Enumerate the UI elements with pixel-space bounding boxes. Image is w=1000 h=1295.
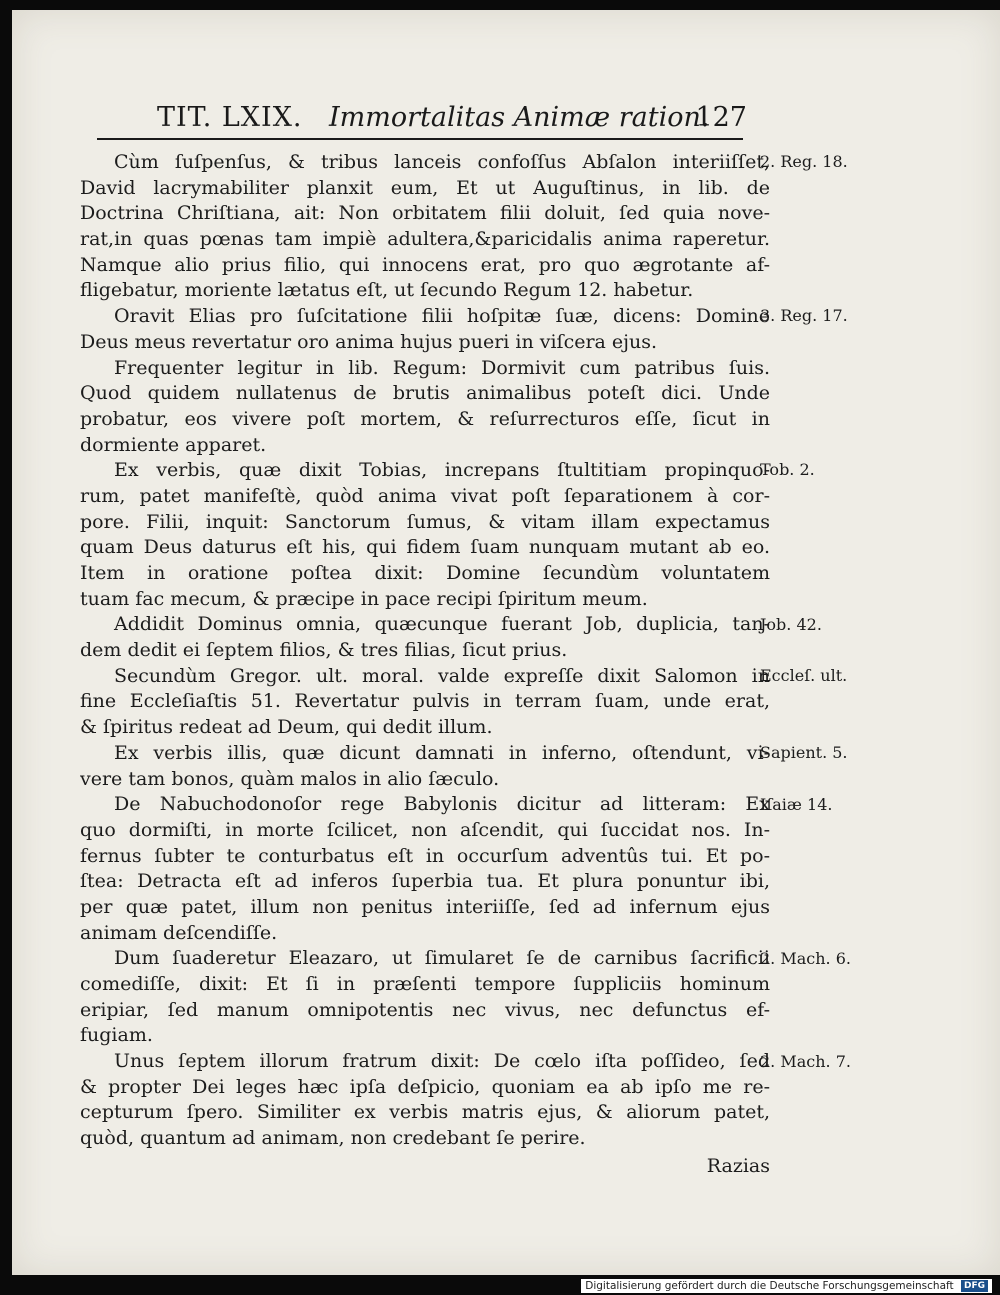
- header-rule: [97, 138, 743, 140]
- body-text: [80, 150, 770, 1180]
- margin-note: 2. Mach. 7.: [760, 1051, 851, 1071]
- text-line: fernus ſubter te conturbatus eſt in occurſum adventûs tui. Et po-: [80, 844, 770, 867]
- text-line: dem dedit ei ſeptem filios, & tres filias, ſicut prius.: [80, 639, 568, 662]
- margin-note: 2. Reg. 18.: [760, 152, 848, 171]
- margin-note: 3. Reg. 17.: [760, 306, 848, 326]
- text-line: fligebatur, moriente lætatus eſt, ut ſecundo Regum 12. habetur.: [80, 279, 694, 302]
- text-line: Oravit Elias pro ſuſcitatione filii hoſpitæ ſuæ, dicens: Domine: [114, 305, 770, 328]
- text-line: pore. Filii, inquit: Sanctorum ſumus, & vitam illam expectamus: [80, 510, 770, 533]
- margin-note: Sapient. 5.: [760, 743, 848, 763]
- running-head: [157, 102, 747, 136]
- chapter-title: TIT. LXIX.: [157, 102, 303, 133]
- text-line: Quod quidem nullatenus de brutis animalibus poteſt dici. Unde: [80, 382, 770, 405]
- text-line: Ex verbis, quæ dixit Tobias, increpans ſtultitiam propinquo-: [114, 459, 770, 482]
- text-line: Item in oratione poſtea dixit: Domine ſecundùm voluntatem: [80, 562, 770, 584]
- page-number: 127: [695, 102, 747, 133]
- text-line: animam deſcendiſſe.: [80, 921, 278, 944]
- text-line: Secundùm Gregor. ult. moral. valde expreſſe dixit Salomon in: [114, 664, 770, 687]
- margin-note: Iſaiæ 14.: [760, 794, 833, 814]
- text-line: quo dormiſti, in morte ſcilicet, non aſcendit, qui ſuccidat nos. In-: [80, 818, 770, 841]
- text-line: per quæ patet, illum non penitus interiiſſe, ſed ad infernum ejus: [80, 895, 770, 918]
- text-line: quam Deus daturus eſt his, qui fidem ſuam nunquam mutant ab eo.: [80, 536, 770, 559]
- text-line: fine Eccleſiaſtis 51. Revertatur pulvis in terram ſuam, unde erat,: [80, 690, 770, 713]
- text-line: Addidit Dominus omnia, quæcunque fuerant Job, duplicia, tan-: [114, 613, 770, 636]
- text-line: rat,in quas pœnas tam impiè adultera,&paricidalis anima raperetur.: [80, 228, 770, 251]
- digitization-credit: [581, 1279, 992, 1293]
- text-line: eripiar, ſed manum omnipotentis nec vivus, nec defunctus ef-: [80, 998, 770, 1021]
- catchword: Razias: [706, 1154, 770, 1177]
- text-line: cepturum ſpero. Similiter ex verbis matris ejus, & aliorum patet,: [80, 1101, 770, 1124]
- text-line: Doctrina Chriſtiana, ait: Non orbitatem filii doluit, ſed quia nove-: [80, 202, 770, 225]
- margin-note: Tob. 2.: [760, 460, 815, 480]
- text-line: fugiam.: [80, 1024, 153, 1047]
- text-line: probatur, eos vivere poſt mortem, & reſurrecturos eſſe, ſicut in: [80, 407, 770, 430]
- text-line: David lacrymabiliter planxit eum, Et ut Auguſtinus, in lib. de: [80, 176, 770, 199]
- text-line: comediſſe, dixit: Et ſi in præſenti tempore ſuppliciis hominum: [80, 973, 770, 995]
- text-line: quòd, quantum ad animam, non credebant ſe perire.: [80, 1127, 586, 1150]
- text-line: Unus ſeptem illorum fratrum dixit: De cœlo iſta poſſideo, ſed: [114, 1050, 770, 1073]
- dfg-logo: DFG: [961, 1280, 988, 1292]
- margin-note: 2. Mach. 6.: [760, 948, 851, 968]
- book-page: [12, 10, 1000, 1275]
- credit-text: Digitalisierung gefördert durch die Deutsche Forschungsgemeinschaft: [585, 1280, 954, 1292]
- text-line: Cùm ſuſpenſus, & tribus lanceis confoſſus Abſalon interiiſſet,: [114, 151, 770, 173]
- margin-note: Job. 42.: [760, 614, 822, 634]
- text-line: ſtea: Detracta eſt ad inferos ſuperbia tua. Et plura ponuntur ibi,: [80, 870, 770, 893]
- text-line: rum, patet manifeſtè, quòd anima vivat poſt ſeparationem à cor-: [80, 484, 770, 507]
- text-line: De Nabuchodonoſor rege Babylonis dicitur ad litteram: Ex: [114, 793, 770, 816]
- text-line: dormiente apparet.: [80, 433, 267, 456]
- text-line: Dum ſuaderetur Eleazaro, ut ſimularet ſe de carnibus ſacrificii: [114, 947, 770, 970]
- text-line: tuam fac mecum, & præcipe in pace recipi ſpiritum meum.: [80, 587, 648, 610]
- text-line: Ex verbis illis, quæ dicunt damnati in inferno, oſtendunt, vi-: [114, 741, 770, 764]
- text-line: & ſpiritus redeat ad Deum, qui dedit illum.: [80, 716, 493, 739]
- text-line: Namque alio prius filio, qui innocens erat, pro quo ægrotante af-: [80, 253, 770, 276]
- text-line: vere tam bonos, quàm malos in alio ſæculo.: [80, 767, 500, 790]
- text-line: & propter Dei leges hæc ipſa deſpicio, quoniam ea ab ipſo me re-: [80, 1075, 770, 1098]
- margin-note: Eccleſ. ult.: [760, 666, 848, 685]
- chapter-subject: Immortalitas Animæ ration.: [329, 102, 710, 133]
- text-line: Frequenter legitur in lib. Regum: Dormivit cum patribus ſuis.: [114, 356, 770, 379]
- text-line: Deus meus revertatur oro anima hujus pueri in viſcera ejus.: [80, 330, 658, 353]
